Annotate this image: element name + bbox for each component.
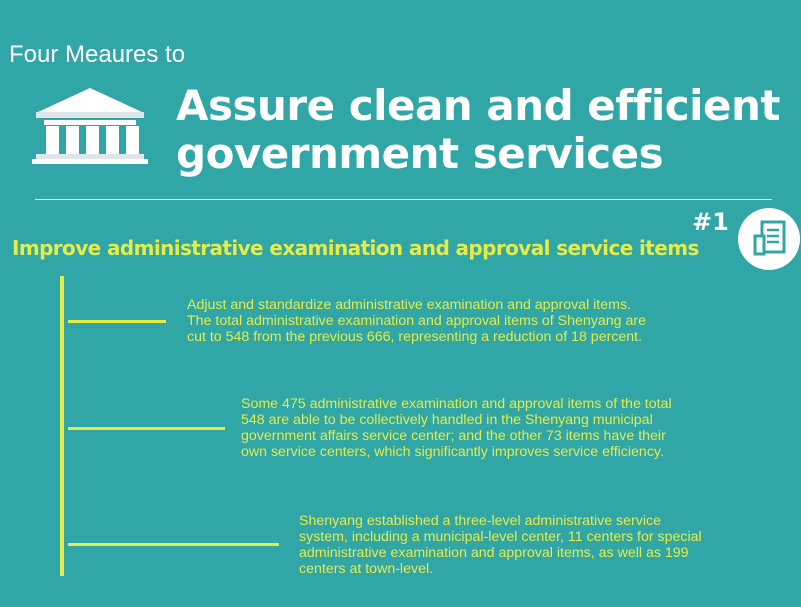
page-title bbox=[176, 82, 780, 178]
timeline-connector-3 bbox=[68, 543, 279, 546]
timeline-connector-1 bbox=[68, 320, 166, 323]
timeline-connector-2 bbox=[68, 427, 225, 430]
title-line-2: government services bbox=[176, 129, 664, 178]
section-number: #1 bbox=[692, 208, 729, 236]
kicker-text: Four Meaures to bbox=[9, 41, 186, 68]
divider bbox=[35, 199, 772, 200]
government-building-icon bbox=[32, 86, 148, 164]
item-3-text: Shenyang established a three-level administrative service system, including a municipal-level center, 11 centers for special administrative examination and approval items, as well as 199 centers at town-level. bbox=[299, 513, 702, 577]
document-icon bbox=[738, 208, 800, 270]
section-title: Improve administrative examination and approval service items bbox=[12, 236, 699, 260]
title-line-1: Assure clean and efficient bbox=[176, 81, 780, 130]
timeline-vertical-line bbox=[60, 276, 64, 576]
item-2-text: Some 475 administrative examination and approval items of the total 548 are able to be collectively handled in the Shenyang municipal government affairs service center; and the other 73 items have their own service centers, which significantly improves service efficiency. bbox=[241, 396, 672, 460]
item-1-text: Adjust and standardize administrative examination and approval items. The total administrative examination and approval items of Shenyang are cut to 548 from the previous 666, representing a reduction of 18 percent. bbox=[187, 297, 646, 345]
